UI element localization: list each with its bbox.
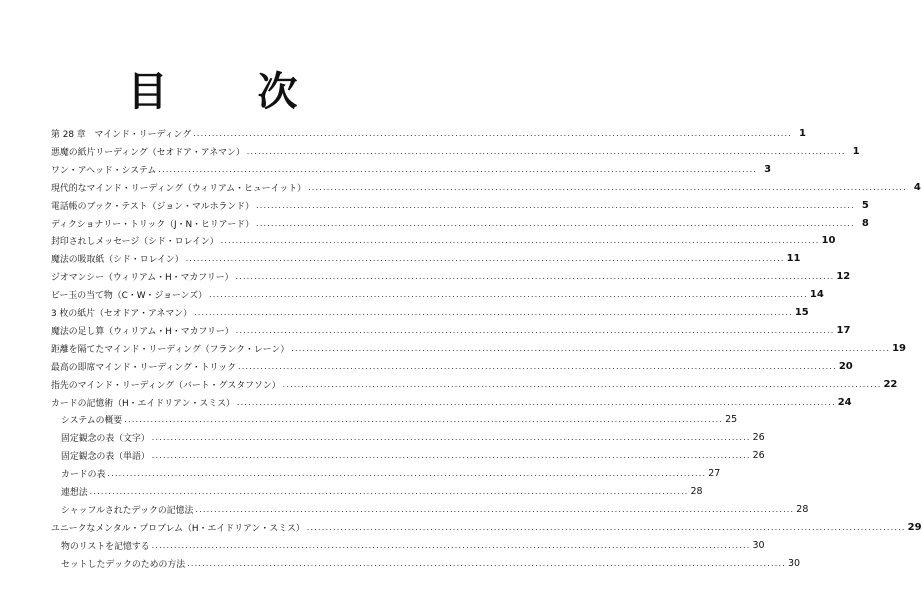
- toc-entry: [0, 501, 809, 518]
- toc-entry-page-number: 3: [764, 163, 772, 175]
- toc-entry-page-number: 17: [836, 324, 851, 336]
- toc-entry: [0, 232, 836, 249]
- toc-entry-page-number: 26: [752, 450, 765, 462]
- toc-entry-page-number: 19: [892, 342, 906, 354]
- toc-entry-page-number: 11: [786, 253, 801, 265]
- dot-leader: ................................................................................................................................................................: [220, 236, 820, 246]
- toc-entry-title: 固定観念の表（文字）: [61, 434, 150, 445]
- toc-entry-page-number: 15: [794, 307, 809, 318]
- dot-leader: ................................................................................................................................................................: [187, 558, 786, 568]
- toc-entry-page-number: 28: [690, 486, 703, 497]
- dot-leader: ................................................................................................................................................................: [236, 397, 836, 407]
- toc-entry-page-number: 4: [913, 181, 921, 193]
- toc-entry: [0, 376, 898, 393]
- toc-entry-page-number: 14: [809, 289, 824, 301]
- dot-leader: ................................................................................................................................................................: [306, 522, 906, 532]
- toc-entry: [0, 161, 772, 178]
- toc-entry-page-number: 24: [837, 396, 852, 408]
- toc-entry-page-number: 22: [883, 378, 898, 390]
- dot-leader: ................................................................................................................................................................: [195, 504, 795, 514]
- toc-entry: [0, 304, 809, 321]
- toc-entry: [0, 465, 721, 482]
- dot-leader: ................................................................................................................................................................: [209, 290, 808, 300]
- toc-entry-title: 魔法の吸取紙（シド・ロレイン）: [51, 255, 184, 266]
- toc-entry-title: ワン・アヘッド・システム: [51, 165, 157, 176]
- toc-entry: [0, 394, 852, 411]
- toc-entry: [0, 250, 801, 267]
- dot-leader: ................................................................................................................................................................: [307, 182, 907, 192]
- toc-entry: [0, 555, 801, 572]
- toc-entry: [0, 268, 851, 285]
- toc-entry: [0, 519, 922, 536]
- toc-entry-title: 第 28 章 マインド・リーディング: [51, 130, 192, 140]
- page-title: 目 次: [127, 68, 336, 115]
- dot-leader: ................................................................................................................................................................: [237, 361, 837, 371]
- toc-entry-title: カードの記憶術（H・エイドリアン・スミス）: [51, 398, 235, 409]
- dot-leader: ................................................................................................................................................................: [158, 164, 758, 174]
- dot-leader: ................................................................................................................................................................: [235, 272, 835, 282]
- toc-entry: [0, 197, 869, 214]
- toc-entry-title: 魔法の足し算（ウィリアム・H・マカフリー）: [51, 326, 234, 337]
- dot-leader: ................................................................................................................................................................: [193, 308, 793, 317]
- dot-leader: ................................................................................................................................................................: [235, 325, 835, 335]
- toc-entry-page-number: 30: [787, 557, 801, 569]
- toc-entry-title: ディクショナリー・トリック（J・N・ヒリアード）: [51, 219, 254, 230]
- toc-entry-title: セットしたデックのための方法: [61, 559, 186, 570]
- toc-entry-title: 物のリストを記憶する: [61, 541, 150, 552]
- toc-entry-page-number: 10: [821, 235, 836, 247]
- toc-entry: [0, 125, 806, 142]
- dot-leader: ................................................................................................................................................................: [185, 254, 785, 264]
- toc-entry-title: 固定観念の表（単語）: [61, 452, 150, 463]
- dot-leader: ................................................................................................................................................................: [151, 433, 751, 443]
- toc-entry-page-number: 26: [752, 432, 765, 444]
- toc-entry: [0, 447, 765, 464]
- toc-entry-page-number: 25: [725, 414, 738, 426]
- dot-leader: ................................................................................................................................................................: [291, 343, 891, 353]
- dot-leader: ................................................................................................................................................................: [151, 451, 751, 461]
- toc-entry: [0, 483, 703, 500]
- toc-entry-title: 指先のマインド・リーディング（バート・グスタフソン）: [51, 380, 281, 391]
- toc-entry-title: 悪魔の紙片リーディング（セオドア・アネマン）: [51, 147, 245, 158]
- dot-leader: ................................................................................................................................................................: [246, 146, 846, 156]
- toc-entry-title: ユニークなメンタル・プロブレム（H・エイドリアン・スミス）: [51, 523, 305, 534]
- dot-leader: ................................................................................................................................................................: [256, 218, 855, 228]
- toc-entry-page-number: 1: [799, 128, 806, 139]
- dot-leader: ................................................................................................................................................................: [89, 487, 689, 496]
- toc-entry-page-number: 30: [752, 539, 765, 551]
- dot-leader: ................................................................................................................................................................: [124, 415, 724, 425]
- toc-entry-page-number: 5: [861, 199, 869, 211]
- toc-entry-page-number: 29: [907, 521, 922, 533]
- toc-entry-page-number: 28: [796, 503, 809, 515]
- toc-entry-title: ジオマンシー（ウィリアム・H・マカフリー）: [51, 273, 234, 284]
- toc-entry-title: システムの概要: [61, 416, 123, 427]
- toc-entry: [0, 411, 738, 428]
- toc-entry-title: 3 枚の紙片（セオドア・アネマン）: [51, 309, 192, 319]
- toc-entry-title: 距離を隔てたマインド・リーディング（フランク・レーン）: [51, 344, 290, 355]
- toc-entry: [0, 340, 906, 357]
- toc-entry-title: 電話帳のブック・テスト（ジョン・マルホランド）: [51, 201, 254, 212]
- toc-entry: [0, 179, 921, 196]
- dot-leader: ................................................................................................................................................................: [151, 540, 751, 550]
- toc-entry: [0, 358, 853, 375]
- dot-leader: ................................................................................................................................................................: [255, 200, 855, 210]
- toc-entry-page-number: 27: [708, 468, 721, 480]
- toc-entry: [0, 286, 824, 303]
- toc-entry-title: 現代的なマインド・リーディング（ウィリアム・ヒューイット）: [51, 183, 306, 194]
- toc-entry: [0, 143, 860, 160]
- toc-entry-page-number: 1: [852, 145, 860, 157]
- toc-entry: [0, 429, 765, 446]
- dot-leader: ................................................................................................................................................................: [107, 469, 707, 479]
- toc-entry-title: カードの表: [61, 470, 106, 481]
- toc-entry: [0, 322, 851, 339]
- toc-entry-title: 封印されしメッセージ（シド・ロレイン）: [51, 237, 219, 248]
- toc-entry: [0, 215, 869, 232]
- toc-entry-page-number: 20: [838, 360, 853, 372]
- dot-leader: ................................................................................................................................................................: [193, 129, 792, 138]
- toc-entry-title: 最高の即席マインド・リーディング・トリック: [51, 362, 236, 373]
- toc-entry: [0, 537, 765, 554]
- toc-entry-title: 連想法: [61, 488, 88, 498]
- toc-entry-page-number: 12: [836, 271, 851, 283]
- toc-entry-page-number: 8: [861, 217, 869, 229]
- toc-entry-title: ビー玉の当て物（C・W・ジョーンズ）: [51, 291, 207, 302]
- dot-leader: ................................................................................................................................................................: [282, 379, 882, 389]
- toc-entry-title: シャッフルされたデックの記憶法: [61, 505, 194, 516]
